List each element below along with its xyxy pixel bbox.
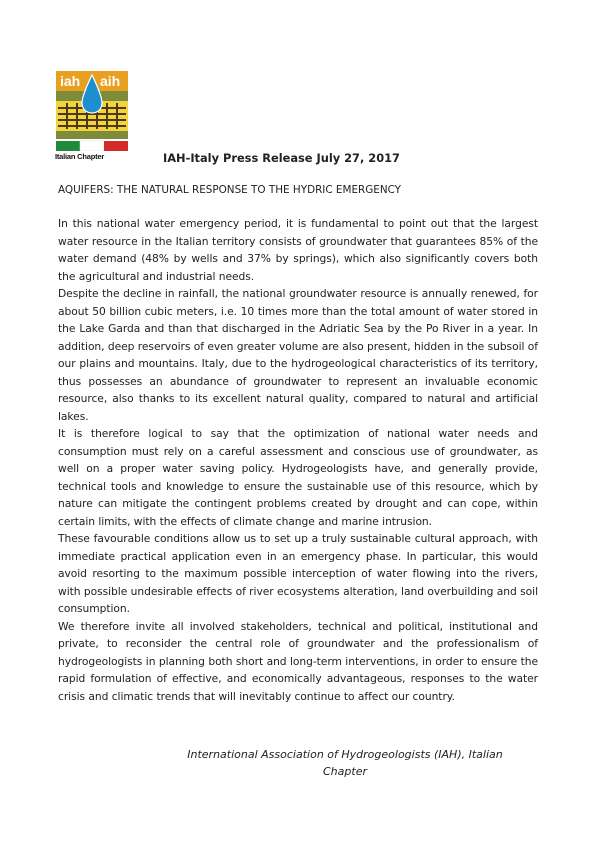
paragraph: These favourable conditions allow us to set up a truly sustainable cultural approach, with immediate practical application even in an emergency phase. In particular, this would avoid resorting to the maximum possible interception of water flowing into the rivers, with possible undesirable effects of river ecosystems alteration, land overbuilding and soil consumption.	[58, 532, 538, 615]
press-release-title: IAH-Italy Press Release July 27, 2017	[163, 151, 400, 165]
logo-caption: Italian Chapter	[55, 152, 105, 161]
logo-aih-text: aih	[100, 73, 121, 89]
signature-line-1: International Association of Hydrogeologists (IAH), Italian	[187, 748, 503, 761]
body-text	[58, 215, 538, 705]
logo-graphic	[56, 71, 128, 151]
paragraph: We therefore invite all involved stakeholders, technical and political, institutional and private, to reconsider the central role of groundwater and the professionalism of hydrogeologists in planning both short and long-term interventions, in order to ensure the rapid formulation of effective, and economically advantageous, responses to the water crisis and climatic trends that will inevitably continue to affect our country.	[58, 619, 538, 703]
signature-line-2: Chapter	[323, 765, 367, 778]
logo-iah-text: iah	[60, 73, 81, 89]
flag-red	[104, 141, 128, 151]
iah-italy-logo	[56, 71, 128, 163]
paragraph: It is therefore logical to say that the optimization of national water needs and consumption must rely on a careful assessment and conscious use of groundwater, as well on a proper water saving policy. Hydrogeologists have, and generally provide, technical tools and knowledge to ensure the sustainable use of this resource, which by nature can mitigate the contingent problems created by drought and can cope, within certain limits, with the effects of climate change and marine intrusion.	[58, 427, 538, 528]
paragraph: In this national water emergency period, it is fundamental to point out that the largest water resource in the Italian territory consists of groundwater that guarantees 85% of the water demand (48% by wells and 37% by springs), which also significantly covers both the agricultural and industrial needs.	[58, 217, 538, 283]
flag-white	[80, 141, 104, 151]
headline: AQUIFERS: THE NATURAL RESPONSE TO THE HYDRIC EMERGENCY	[58, 184, 402, 196]
signature	[160, 746, 530, 780]
flag-green	[56, 141, 80, 151]
paragraph: Despite the decline in rainfall, the national groundwater resource is annually renewed, for about 50 billion cubic meters, i.e. 10 times more than the total amount of water stored in the Lake Garda and than that discharged in the Adriatic Sea by the Po River in a year. In addition, deep reservoirs of even greater volume are also present, hidden in the subsoil of our plains and mountains. Italy, due to the hydrogeological characteristics of its territory, thus possesses an abundance of groundwater to represent an invaluable economic resource, also thanks to its excellent natural quality, compared to natural and artificial lakes.	[58, 287, 538, 423]
